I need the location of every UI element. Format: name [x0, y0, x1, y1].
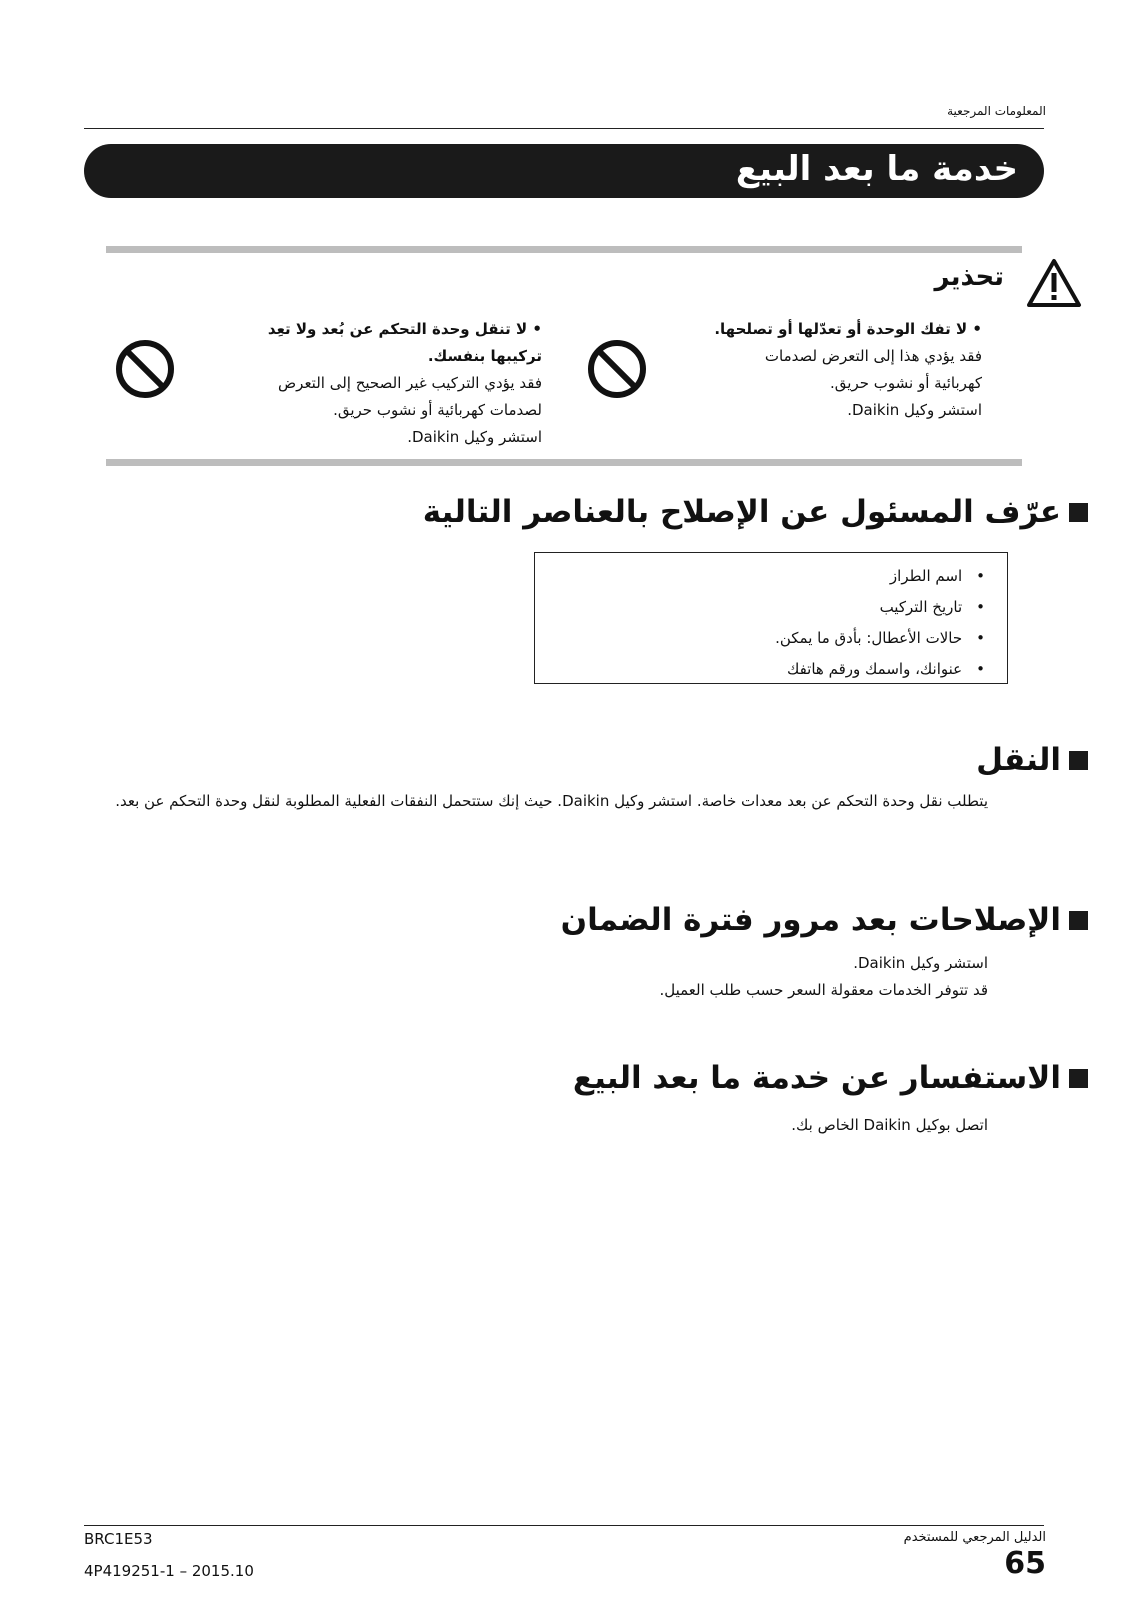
warning-heading: تحذير — [934, 262, 1004, 292]
section-heading-inform — [423, 494, 1088, 530]
square-bullet-icon — [1069, 503, 1088, 522]
warning-bold-line: • لا تفك الوحدة أو تعدّلها أو تصلحها. — [714, 320, 982, 338]
section-heading-inquiry — [573, 1060, 1088, 1096]
title-bar — [84, 144, 1044, 198]
warning-line: لصدمات كهربائية أو نشوب حريق. — [333, 401, 542, 419]
warning-column-relocation — [212, 316, 542, 451]
list-item: • حالات الأعطال: بأدق ما يمكن. — [535, 623, 985, 654]
warning-bold-line: • لا تنقل وحدة التحكم عن بُعد ولا تعِد تركيبها بنفسك. — [267, 320, 542, 365]
warning-line: فقد يؤدي التركيب غير الصحيح إلى التعرض — [278, 374, 542, 392]
warning-line: كهربائية أو نشوب حريق. — [830, 374, 982, 392]
header-divider — [84, 128, 1044, 129]
warning-line: استشر وكيل Daikin. — [407, 428, 542, 446]
warning-column-disassembly — [652, 316, 982, 424]
square-bullet-icon — [1069, 911, 1088, 930]
square-bullet-icon — [1069, 751, 1088, 770]
paragraph-line: استشر وكيل Daikin. — [853, 954, 988, 972]
prohibited-icon — [586, 338, 648, 400]
repairs-paragraph — [88, 950, 988, 1004]
section-heading-text: عرّف المسئول عن الإصلاح بالعناصر التالية — [422, 494, 1061, 530]
section-heading-relocation — [976, 742, 1088, 778]
warning-top-rule — [106, 246, 1022, 253]
guide-label: الدليل المرجعي للمستخدم — [903, 1530, 1046, 1545]
warning-line: استشر وكيل Daikin. — [847, 401, 982, 419]
relocation-paragraph: يتطلب نقل وحدة التحكم عن بعد معدات خاصة. استشر وكيل Daikin. حيث إنك ستتحمل النفقات الفعلية المطلوبة لنقل وحدة التحكم عن بعد. — [115, 792, 988, 810]
list-item: • عنوانك، واسمك ورقم هاتفك — [535, 654, 985, 685]
warning-line: فقد يؤدي هذا إلى التعرض لصدمات — [764, 347, 982, 365]
page-title: خدمة ما بعد البيع — [735, 149, 1018, 189]
section-heading-text: الإصلاحات بعد مرور فترة الضمان — [560, 902, 1061, 938]
square-bullet-icon — [1069, 1069, 1088, 1088]
warning-bottom-rule — [106, 459, 1022, 466]
section-heading-text: الاستفسار عن خدمة ما بعد البيع — [572, 1060, 1061, 1096]
info-checklist-box — [534, 552, 1008, 684]
section-label: المعلومات المرجعية — [947, 104, 1046, 118]
section-heading-repairs — [561, 902, 1088, 938]
list-item: • اسم الطراز — [535, 561, 985, 592]
model-number: BRC1E53 — [84, 1530, 153, 1548]
footer-divider — [84, 1525, 1044, 1526]
document-code: 4P419251-1 – 2015.10 — [84, 1562, 254, 1580]
prohibited-icon — [114, 338, 176, 400]
page-number: 65 — [1004, 1546, 1046, 1581]
inquiry-paragraph: اتصل بوكيل Daikin الخاص بك. — [791, 1116, 988, 1134]
paragraph-line: قد تتوفر الخدمات معقولة السعر حسب طلب العميل. — [659, 981, 988, 999]
list-item: • تاريخ التركيب — [535, 592, 985, 623]
section-heading-text: النقل — [976, 742, 1061, 778]
warning-triangle-icon — [1026, 258, 1082, 308]
